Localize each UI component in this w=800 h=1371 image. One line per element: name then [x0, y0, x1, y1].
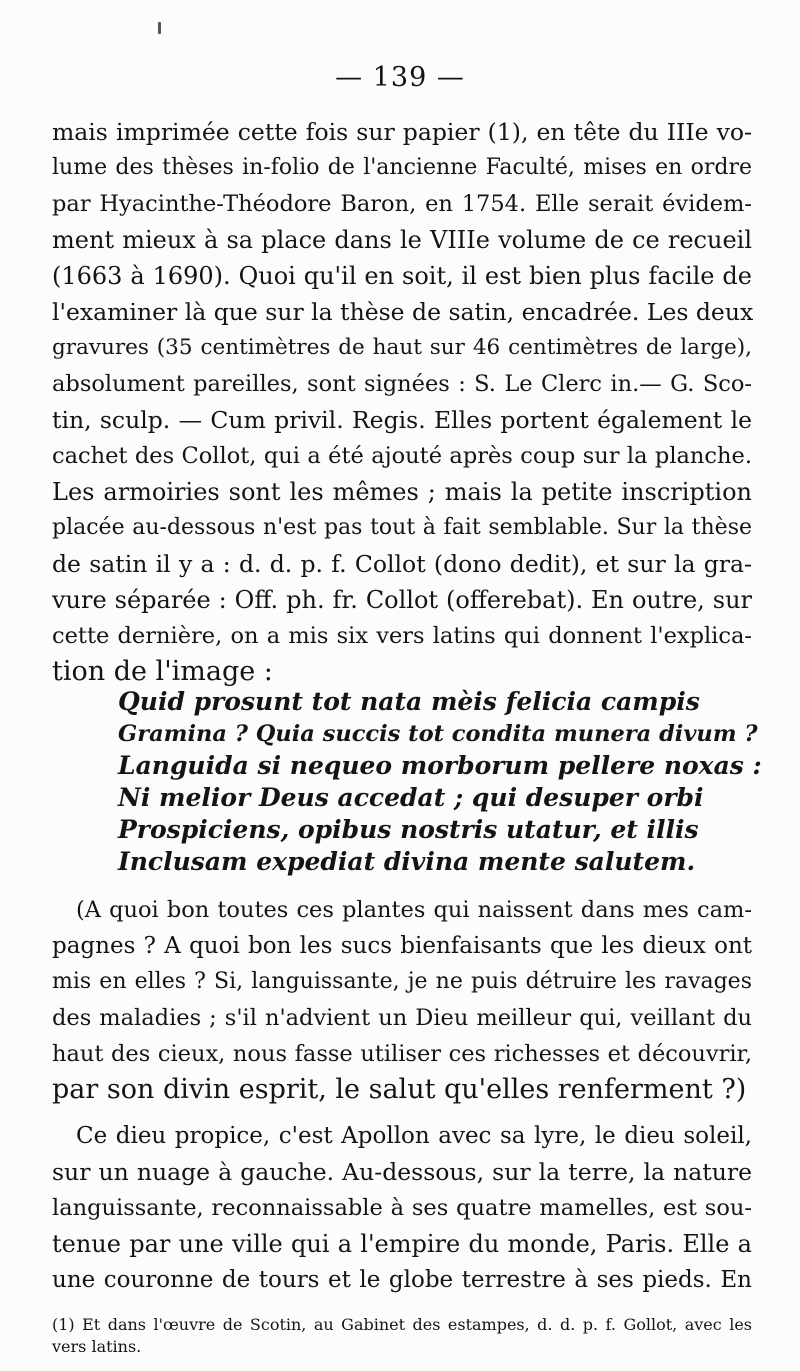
text-line: une couronne de tours et le globe terrestre à ses pieds. En — [52, 1267, 752, 1293]
verse-line: Gramina ? Quia succis tot condita munera divum ? — [118, 721, 758, 747]
text-line: cette dernière, on a mis six vers latins qui donnent l'explica- — [52, 623, 752, 649]
text-line: l'examiner là que sur la thèse de satin, encadrée. Les deux — [52, 298, 754, 326]
text-line: pagnes ? A quoi bon les sucs bienfaisants que les dieux ont — [52, 933, 752, 959]
text-line: des maladies ; s'il n'advient un Dieu meilleur qui, veillant du — [52, 1005, 752, 1031]
text-line: (1663 à 1690). Quoi qu'il en soit, il est bien plus facile de — [52, 262, 752, 290]
text-line: haut des cieux, nous fasse utiliser ces richesses et découvrir, — [52, 1041, 752, 1067]
text-line: cachet des Collot, qui a été ajouté après coup sur la planche. — [52, 443, 752, 469]
text-line: par Hyacinthe-Théodore Baron, en 1754. Elle serait évidem- — [52, 191, 752, 217]
text-line: sur un nuage à gauche. Au-dessous, sur la terre, la nature — [52, 1158, 752, 1186]
text-line: absolument pareilles, sont signées : S. Le Clerc in.— G. Sco- — [52, 371, 752, 397]
text-line: lume des thèses in-folio de l'ancienne Faculté, mises en ordre — [52, 155, 752, 180]
verse-line: Quid prosunt tot nata mèis felicia campis — [118, 687, 700, 716]
text-line: de satin il y a : d. d. p. f. Collot (dono dedit), et sur la gra- — [52, 550, 752, 578]
text-line: tenue par une ville qui a l'empire du monde, Paris. Elle a — [52, 1230, 752, 1258]
text-line: (A quoi bon toutes ces plantes qui naissent dans mes cam- — [76, 897, 752, 923]
verse-line: Ni melior Deus accedat ; qui desuper orbi — [118, 783, 704, 812]
text-line: vure séparée : Off. ph. fr. Collot (offerebat). En outre, sur — [52, 586, 752, 614]
text-line: Les armoiries sont les mêmes ; mais la petite inscription — [52, 478, 752, 506]
footnote-line: vers latins. — [52, 1337, 142, 1356]
verse-line: Inclusam expediat divina mente salutem. — [118, 847, 696, 876]
footnote-line: (1) Et dans l'œuvre de Scotin, au Gabinet des estampes, d. d. p. f. Gollot, avec les — [52, 1315, 752, 1334]
text-line: par son divin esprit, le salut qu'elles renferment ?) — [52, 1074, 747, 1105]
verse-line: Languida si nequeo morborum pellere noxas : — [118, 751, 762, 780]
text-line: gravures (35 centimètres de haut sur 46 centimètres de large), — [52, 335, 752, 360]
text-line: tin, sculp. — Cum privil. Regis. Elles portent également le — [52, 406, 752, 434]
verse-line: Prospiciens, opibus nostris utatur, et illis — [118, 815, 699, 844]
text-line: mis en elles ? Si, languissante, je ne puis détruire les ravages — [52, 969, 752, 994]
text-line: ment mieux à sa place dans le VIIIe volume de ce recueil — [52, 226, 752, 254]
text-line: tion de l'image : — [52, 656, 273, 687]
page-number: — 139 — — [335, 62, 465, 93]
text-line: languissante, reconnaissable à ses quatre mamelles, est sou- — [52, 1195, 752, 1221]
ink-speck — [158, 22, 161, 34]
text-line: mais imprimée cette fois sur papier (1), en tête du IIIe vo- — [52, 118, 752, 146]
text-line: Ce dieu propice, c'est Apollon avec sa lyre, le dieu soleil, — [76, 1123, 752, 1149]
text-line: placée au-dessous n'est pas tout à fait semblable. Sur la thèse — [52, 515, 752, 540]
